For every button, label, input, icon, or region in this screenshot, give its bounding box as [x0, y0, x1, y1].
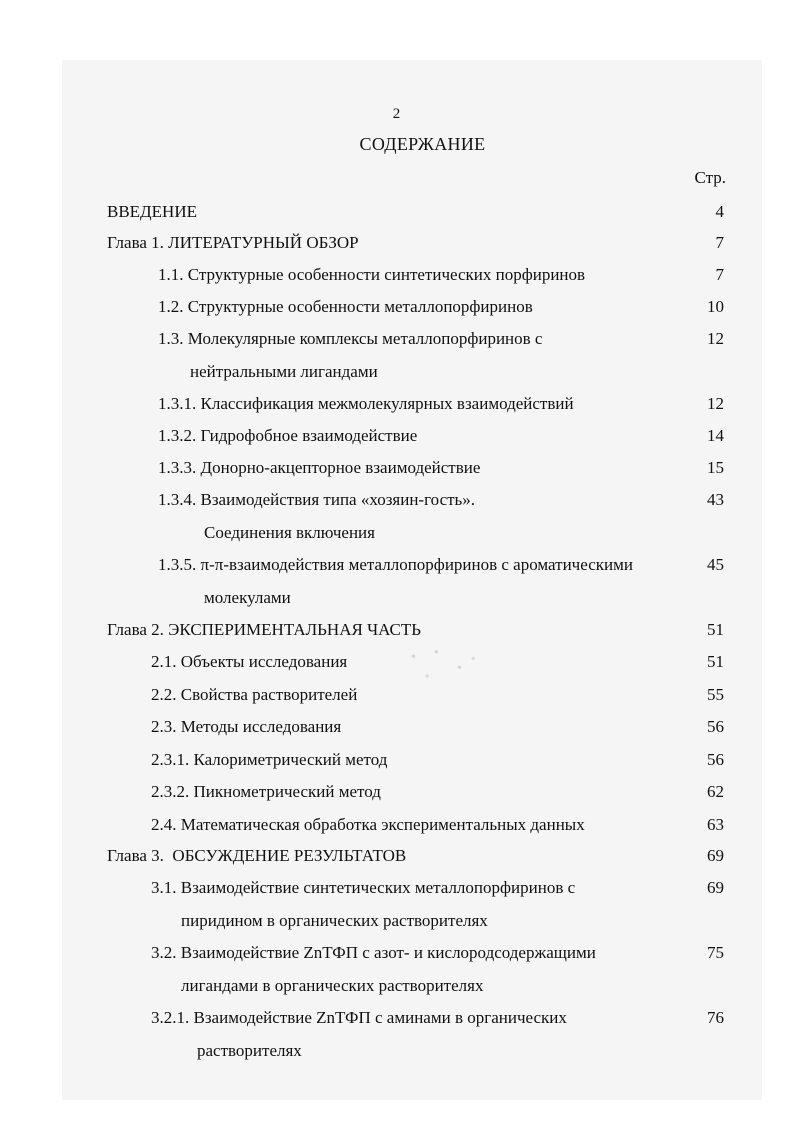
toc-entry-section-1-3-3 [0, 451, 793, 484]
toc-entry-section-2-3 [0, 710, 793, 743]
toc-entry-continuation: нейтральными лигандами [190, 362, 378, 381]
toc-entry-section-1-3-4 [0, 483, 793, 549]
toc-entry-text: Глава 2. ЭКСПЕРИМЕНТАЛЬНАЯ ЧАСТЬ [107, 620, 422, 639]
toc-entry-continuation: лигандами в органических растворителях [181, 976, 484, 995]
toc-entry-page: 4 [715, 202, 724, 221]
page-column-header: Стр. [694, 168, 726, 187]
toc-entry-page: 51 [707, 620, 724, 639]
toc-entry-page: 75 [707, 943, 724, 962]
toc-entry-section-1-2 [0, 290, 793, 323]
toc-entry-chapter-3 [0, 839, 793, 872]
toc-entry-chapter-1 [0, 226, 793, 259]
toc-entry-continuation: пиридином в органических растворителях [181, 911, 488, 930]
toc-entry-text: 2.3. Методы исследования [151, 717, 342, 736]
toc-entry-page: 62 [707, 782, 724, 801]
toc-entry-page: 14 [707, 426, 724, 445]
page-title: СОДЕРЖАНИЕ [359, 134, 486, 154]
toc-entry-text: Глава 1. ЛИТЕРАТУРНЫЙ ОБЗОР [107, 233, 359, 252]
toc-entry-page: 10 [707, 297, 724, 316]
toc-entry-page: 45 [707, 555, 724, 574]
toc-entry-page: 15 [707, 458, 724, 477]
toc-entry-section-1-1 [0, 258, 793, 291]
toc-entry-text: ВВЕДЕНИЕ [107, 202, 197, 221]
toc-entry-text: 1.1. Структурные особенности синтетических порфиринов [158, 265, 586, 284]
toc-entry-page: 7 [715, 233, 724, 252]
toc-entry-line: 3.2. Взаимодействие ZnТФП с азот- и кислородсодержащими [151, 943, 596, 962]
toc-entry-text: 1.3.1. Классификация межмолекулярных взаимодействий [158, 394, 574, 413]
toc-entry-text: 1.3.3. Донорно-акцепторное взаимодействие [158, 458, 481, 477]
toc-entry-page: 56 [707, 717, 724, 736]
toc-entry-text: 2.2. Свойства растворителей [151, 685, 358, 704]
toc-entry-page: 56 [707, 750, 724, 769]
toc-entry-section-3-2-1 [0, 1001, 793, 1067]
toc-entry-section-3-1 [0, 871, 793, 937]
toc-entry-text [151, 871, 575, 937]
toc-entry-line: 3.1. Взаимодействие синтетических металлопорфиринов с [151, 878, 576, 897]
toc-entry-page: 12 [707, 329, 724, 348]
toc-entry-page: 76 [707, 1008, 724, 1027]
toc-entry-section-2-2 [0, 678, 793, 711]
toc-entry-text: 2.3.1. Калориметрический метод [151, 750, 388, 769]
toc-entry-text [151, 936, 596, 1002]
toc-entry-continuation: Соединения включения [204, 523, 375, 542]
toc-entry-text: 2.4. Математическая обработка экспериментальных данных [151, 815, 585, 834]
toc-entry-section-2-3-1 [0, 743, 793, 776]
toc-entry-page: 55 [707, 685, 724, 704]
toc-entry-text: 2.3.2. Пикнометрический метод [151, 782, 381, 801]
toc-entry-text: 2.1. Объекты исследования [151, 652, 348, 671]
toc-entry-section-3-2 [0, 936, 793, 1002]
page-number: 2 [392, 106, 401, 122]
toc-entry-chapter-2 [0, 613, 793, 646]
toc-entry-introduction [0, 195, 793, 228]
toc-entry-text: 1.3.2. Гидрофобное взаимодействие [158, 426, 418, 445]
toc-entry-text: 1.2. Структурные особенности металлопорфиринов [158, 297, 533, 316]
toc-entry-continuation: молекулами [204, 588, 291, 607]
toc-entry-page: 43 [707, 490, 724, 509]
toc-entry-line: 3.2.1. Взаимодействие ZnТФП с аминами в органических [151, 1008, 567, 1027]
toc-entry-text: Глава 3. ОБСУЖДЕНИЕ РЕЗУЛЬТАТОВ [107, 846, 407, 865]
toc-entry-section-1-3-1 [0, 387, 793, 420]
toc-entry-text [151, 1001, 567, 1067]
toc-entry-section-1-3 [0, 322, 793, 388]
toc-entry-text [158, 322, 542, 388]
toc-entry-section-1-3-5 [0, 548, 793, 614]
toc-entry-page: 12 [707, 394, 724, 413]
toc-entry-page: 69 [707, 878, 724, 897]
toc-entry-text [158, 548, 633, 614]
toc-entry-page: 51 [707, 652, 724, 671]
toc-entry-text [158, 483, 475, 549]
toc-entry-section-2-3-2 [0, 775, 793, 808]
toc-entry-line: 1.3.4. Взаимодействия типа «хозяин-гость». [158, 490, 476, 509]
toc-entry-continuation: растворителях [197, 1041, 302, 1060]
toc-entry-page: 69 [707, 846, 724, 865]
toc-entry-line: 1.3. Молекулярные комплексы металлопорфиринов с [158, 329, 543, 348]
toc-entry-page: 7 [715, 265, 724, 284]
toc-entry-section-1-3-2 [0, 419, 793, 452]
toc-entry-section-2-4 [0, 808, 793, 841]
toc-entry-line: 1.3.5. π-π-взаимодействия металлопорфиринов с ароматическими [158, 555, 633, 574]
toc-entry-page: 63 [707, 815, 724, 834]
